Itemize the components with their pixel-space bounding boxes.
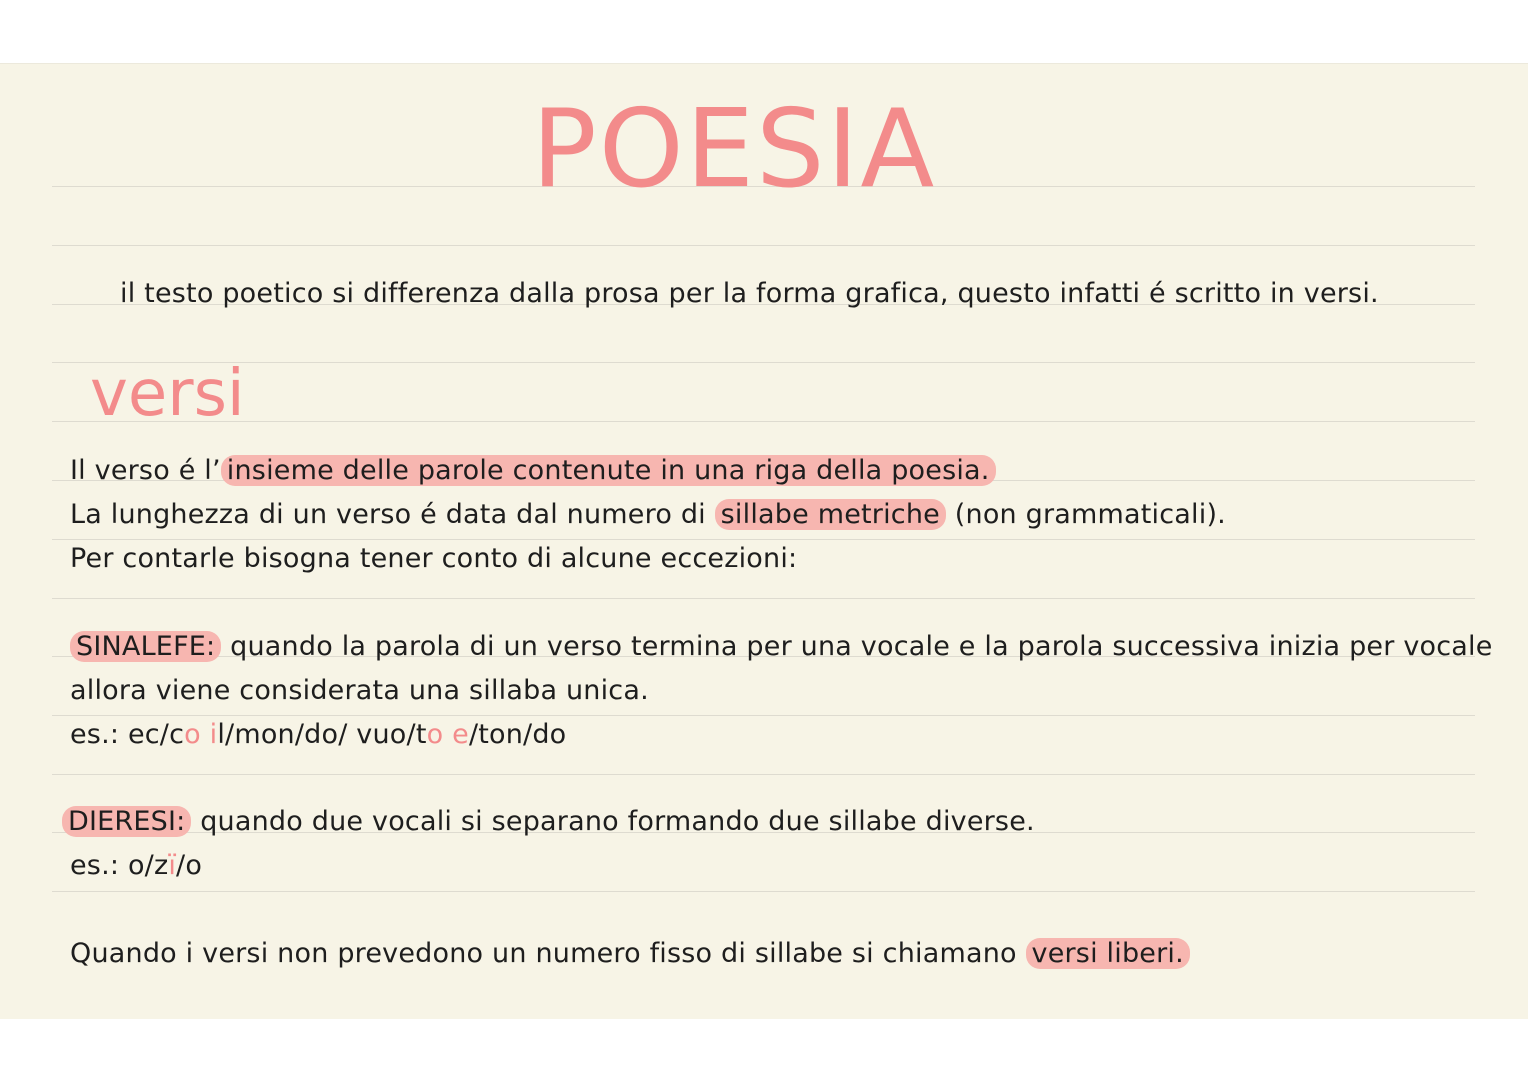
- verse-definition: [70, 453, 996, 489]
- section-heading: versi: [90, 357, 245, 431]
- example-part: /o: [176, 850, 203, 881]
- sinalefe-definition: [70, 629, 1493, 665]
- verse-length: [70, 497, 1226, 533]
- ruled-line: [52, 421, 1475, 422]
- ruled-line: [52, 774, 1475, 775]
- sinalefe-text: quando la parola di un verso termina per una vocale e la parola successiva inizia per vocale: [221, 631, 1493, 662]
- sinalefe-text-continued: allora viene considerata una sillaba unica.: [70, 675, 649, 706]
- dieresi-definition: [62, 804, 1035, 840]
- page-title: POESIA: [531, 87, 937, 212]
- free-verse-highlight: versi liberi.: [1026, 938, 1190, 969]
- dieresi-text: quando due vocali si separano formando due sillabe diverse.: [191, 806, 1035, 837]
- definition-text: Il verso é l’: [70, 455, 221, 486]
- example-vowel: o e: [426, 719, 469, 750]
- exceptions-intro: Per contarle bisogna tener conto di alcune eccezioni:: [70, 543, 798, 574]
- length-text: La lunghezza di un verso é data dal numero di: [70, 499, 715, 530]
- ruled-line: [52, 362, 1475, 363]
- sinalefe-term: SINALEFE:: [70, 631, 221, 662]
- free-verse-text: Quando i versi non prevedono un numero fisso di sillabe si chiamano: [70, 938, 1026, 969]
- ruled-line: [52, 598, 1475, 599]
- dieresi-example: [70, 848, 202, 884]
- sinalefe-example: [70, 717, 566, 753]
- ruled-line: [52, 715, 1475, 716]
- intro-text: il testo poetico si differenza dalla prosa per la forma grafica, questo infatti é scritto in versi.: [120, 278, 1379, 309]
- ruled-line: [52, 891, 1475, 892]
- dieresi-term: DIERESI:: [62, 806, 191, 837]
- example-part: es.: ec/c: [70, 719, 185, 750]
- ruled-line: [52, 539, 1475, 540]
- ruled-line: [52, 245, 1475, 246]
- length-highlight: sillabe metriche: [715, 499, 946, 530]
- example-part: es.: o/z: [70, 850, 169, 881]
- definition-highlight: insieme delle parole contenute in una riga della poesia.: [221, 455, 996, 486]
- example-vowel: ï: [168, 850, 177, 881]
- example-vowel: o i: [184, 719, 218, 750]
- free-verse-definition: [70, 936, 1190, 972]
- example-part: l/mon/do/ vuo/t: [217, 719, 427, 750]
- example-part: /ton/do: [468, 719, 567, 750]
- length-text-after: (non grammaticali).: [945, 499, 1226, 530]
- notebook-page: [0, 63, 1528, 1019]
